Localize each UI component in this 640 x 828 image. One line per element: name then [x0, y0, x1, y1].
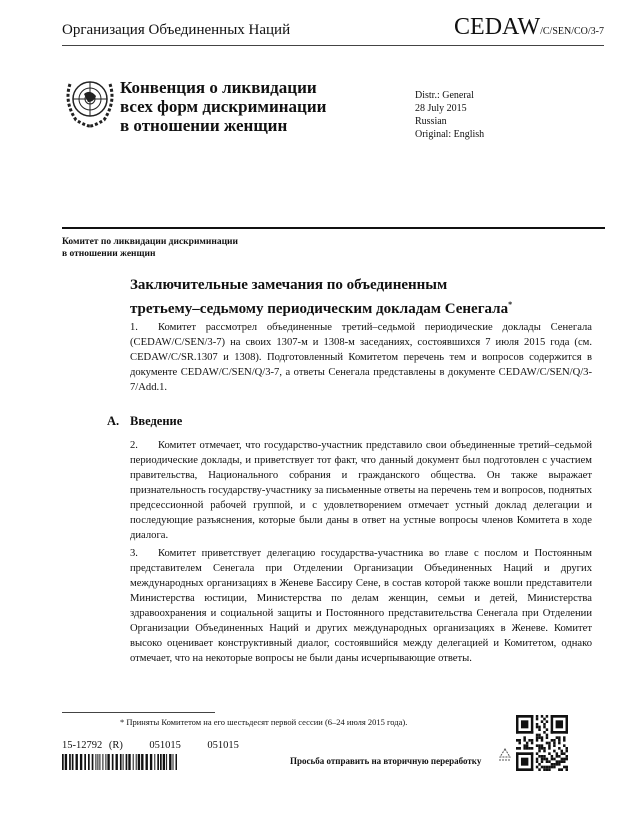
- document-title: [130, 276, 512, 319]
- section-title: Введение: [130, 414, 183, 428]
- organization-name: Организация Объединенных Наций: [62, 22, 291, 38]
- footnote-mark: *: [508, 300, 513, 309]
- header-rule: [62, 45, 604, 46]
- title-line: третьему–седьмому периодическим докладам Сенегала: [130, 301, 509, 317]
- paragraph-text: Комитет рассмотрел объединенные третий–седьмой периодические доклады Сенегала (CEDAW/C/SEN/3-7) на своих 1307-м и 1308-м заседаниях, состоявшихся 7 июля 2015 года (см. CEDAW/C/SR.1307 и 1308). Подготовленный Комитетом перечень тем и вопросов содержится в документе CEDAW/C/SEN/Q/3-7, а ответы Сенегала представлены в документе CEDAW/C/SEN/Q/3-7/Add.1.: [130, 322, 592, 393]
- document-symbol: [454, 14, 604, 41]
- footnote: * Приняты Комитетом на его шестьдесят первой сессии (6–24 июля 2015 года).: [120, 717, 408, 727]
- convention-title-line: всех форм дискриминации: [120, 97, 327, 116]
- convention-title-line: Конвенция о ликвидации: [120, 78, 317, 97]
- title-line: Заключительные замечания по объединенным: [130, 277, 448, 293]
- committee-line: Комитет по ликвидации дискриминации: [62, 237, 239, 247]
- paragraph-2: [130, 438, 592, 543]
- original-language: Original: English: [415, 129, 485, 140]
- section-label: A.: [107, 414, 120, 428]
- distribution-block: [415, 89, 484, 141]
- paragraph-text: Комитет отмечает, что государство-участник представило свои объединенные третий–седьмой периодические доклады, и приветствует тот факт, что данный документ был подготовлен с участием правительства, Национального собрания и гражданского общества. Он также выражает признательность государству-участнику за письменные ответы на перечень тем и вопросов, поднятых предсессионной рабочей группой, и с удовлетворением отмечает устный доклад делегации и последующие разъяснения, которые были даны в ответ на устные вопросы членов Комитета в ходе диалога.: [130, 440, 592, 541]
- committee-line: в отношении женщин: [62, 249, 156, 259]
- un-emblem-icon: [64, 74, 116, 128]
- recycle-notice: Просьба отправить на вторичную переработку: [290, 756, 482, 766]
- masthead-rule: [62, 227, 605, 229]
- distribution: Distr.: General: [415, 90, 474, 101]
- date: 28 July 2015: [415, 103, 467, 114]
- paragraph-number: 1.: [130, 322, 138, 333]
- job-number: 15-12792 (R) 051015 051015: [62, 740, 239, 751]
- symbol-suffix: /C/SEN/CO/3-7: [540, 26, 604, 37]
- paragraph-number: 2.: [130, 440, 138, 451]
- language: Russian: [415, 116, 447, 127]
- paragraph-text: Комитет приветствует делегацию государства-участника во главе с послом и Постоянным представителем Сенегала при Отделении Организации Объединенных Наций и других международных организациях в Женеве Бассиру Сене, в состав которой также вошли представители Министерства юстиции, Министерства по делам женщин, семьи и детей, Министерства здравоохранения и социальной защиты и Постоянного представительства Сенегала при Отделении Организации Объединенных Наций и других международных организациях в Женеве. Комитет высоко оценивает конструктивный диалог, состоявшийся между делегацией и Комитетом, однако отмечает, что на некоторые вопросы не были даны исчерпывающие ответы.: [130, 548, 592, 664]
- qr-code-icon: [516, 715, 568, 771]
- symbol-main: CEDAW: [454, 14, 541, 40]
- paragraph-1: [130, 320, 592, 395]
- convention-title-line: в отношении женщин: [120, 116, 288, 135]
- committee-name: [62, 236, 238, 260]
- section-heading: [107, 414, 182, 429]
- footnote-rule: [62, 712, 215, 713]
- paragraph-number: 3.: [130, 548, 138, 559]
- paragraph-3: [130, 546, 592, 666]
- barcode-icon: [62, 754, 177, 770]
- convention-title: [120, 78, 326, 135]
- recycle-icon: [496, 747, 514, 765]
